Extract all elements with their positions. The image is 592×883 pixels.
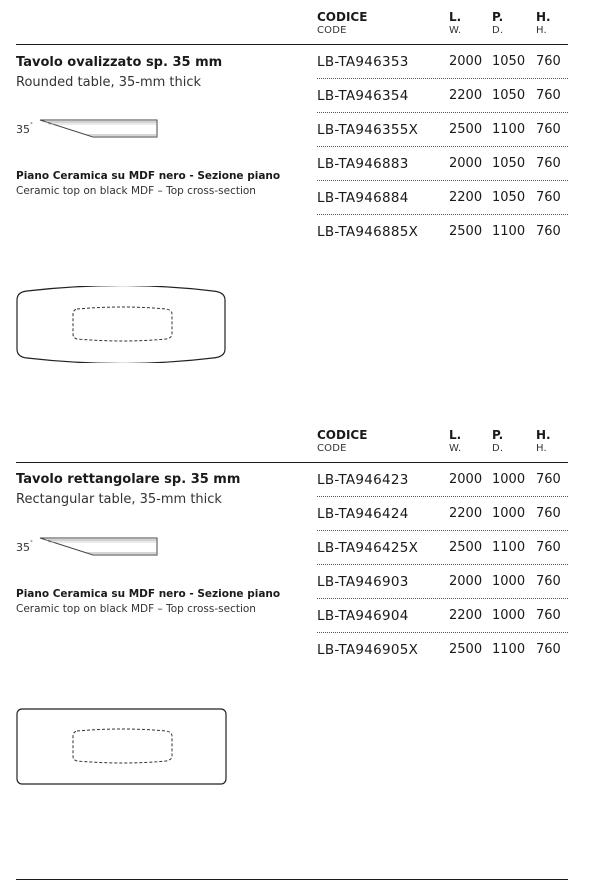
col-header-width-sub: W. [449,443,462,454]
col-header-height-sub: H. [536,443,547,454]
row-width: 2200 [449,506,483,521]
rounded-table-plan-drawing [15,286,229,363]
row-depth: 1000 [492,506,526,521]
row-width: 2500 [449,122,483,137]
col-header-code-label: CODICE [317,428,368,442]
row-depth: 1100 [492,122,526,137]
row-height: 760 [536,506,561,521]
product-subtitle: Rectangular table, 35-mm thick [16,492,222,507]
row-depth: 1000 [492,608,526,623]
row-depth: 1050 [492,156,526,171]
row-depth: 1100 [492,642,526,657]
row-depth: 1100 [492,540,526,555]
row-height: 760 [536,574,561,589]
row-width: 2500 [449,540,483,555]
col-header-code [317,11,367,37]
row-depth: 1050 [492,88,526,103]
row-code: LB-TA946904 [317,608,409,624]
table-row [317,497,568,531]
table-row [317,79,568,113]
row-code: LB-TA946905X [317,642,419,658]
material-description-en: Ceramic top on black MDF – Top cross-section [16,185,256,197]
material-description-it: Piano Ceramica su MDF nero - Sezione piano [16,588,281,600]
row-width: 2200 [449,608,483,623]
row-code: LB-TA946885X [317,224,419,240]
footer-divider [16,879,568,880]
col-header-width-sub: W. [449,25,462,36]
row-width: 2000 [449,472,483,487]
row-code: LB-TA946424 [317,506,409,522]
row-depth: 1050 [492,190,526,205]
row-width: 2200 [449,190,483,205]
row-code: LB-TA946354 [317,88,409,104]
col-header-depth-label: P. [492,10,504,24]
row-width: 2000 [449,574,483,589]
col-header-height [536,11,551,37]
col-header-width [449,11,461,37]
table-row [317,633,568,667]
row-width: 2500 [449,642,483,657]
table-row [317,181,568,215]
table-row [317,113,568,147]
col-header-depth-label: P. [492,428,504,442]
col-header-height-label: H. [536,10,551,24]
row-depth: 1000 [492,574,526,589]
cross-section-drawing [38,118,160,140]
table-row [317,45,568,79]
row-code: LB-TA946903 [317,574,409,590]
col-header-depth-sub: D. [492,443,504,454]
table-row [317,147,568,181]
product-subtitle: Rounded table, 35-mm thick [16,75,202,90]
col-header-height-label: H. [536,428,551,442]
col-header-code-label: CODICE [317,10,368,24]
col-header-height-sub: H. [536,25,547,36]
table-row [317,599,568,633]
row-width: 2000 [449,156,483,171]
row-depth: 1050 [492,54,526,69]
col-header-width-label: L. [449,10,462,24]
material-description-it: Piano Ceramica su MDF nero - Sezione piano [16,170,281,182]
row-width: 2200 [449,88,483,103]
row-height: 760 [536,224,561,239]
table-row [317,215,568,249]
thickness-label: 35˚ [16,123,33,136]
col-header-height [536,429,551,455]
row-depth: 1000 [492,472,526,487]
row-height: 760 [536,608,561,623]
col-header-depth [492,429,503,455]
row-height: 760 [536,156,561,171]
row-width: 2000 [449,54,483,69]
row-height: 760 [536,122,561,137]
row-height: 760 [536,472,561,487]
row-height: 760 [536,190,561,205]
col-header-depth-sub: D. [492,25,504,36]
row-code: LB-TA946423 [317,472,409,488]
col-header-code [317,429,367,455]
row-depth: 1100 [492,224,526,239]
cross-section-drawing [38,536,160,558]
col-header-width-label: L. [449,428,462,442]
product-title: Tavolo rettangolare sp. 35 mm [16,472,241,487]
row-height: 760 [536,642,561,657]
row-code: LB-TA946884 [317,190,409,206]
col-header-width [449,429,461,455]
col-header-code-sub: CODE [317,443,347,454]
row-code: LB-TA946353 [317,54,409,70]
row-code: LB-TA946355X [317,122,419,138]
row-height: 760 [536,540,561,555]
row-height: 760 [536,54,561,69]
thickness-label: 35˚ [16,541,33,554]
row-height: 760 [536,88,561,103]
col-header-code-sub: CODE [317,25,347,36]
table-row [317,531,568,565]
row-code: LB-TA946883 [317,156,409,172]
material-description-en: Ceramic top on black MDF – Top cross-section [16,603,256,615]
rectangular-table-plan-drawing [15,707,229,786]
table-row [317,463,568,497]
product-title: Tavolo ovalizzato sp. 35 mm [16,55,223,70]
col-header-depth [492,11,503,37]
row-width: 2500 [449,224,483,239]
table-row [317,565,568,599]
row-code: LB-TA946425X [317,540,419,556]
